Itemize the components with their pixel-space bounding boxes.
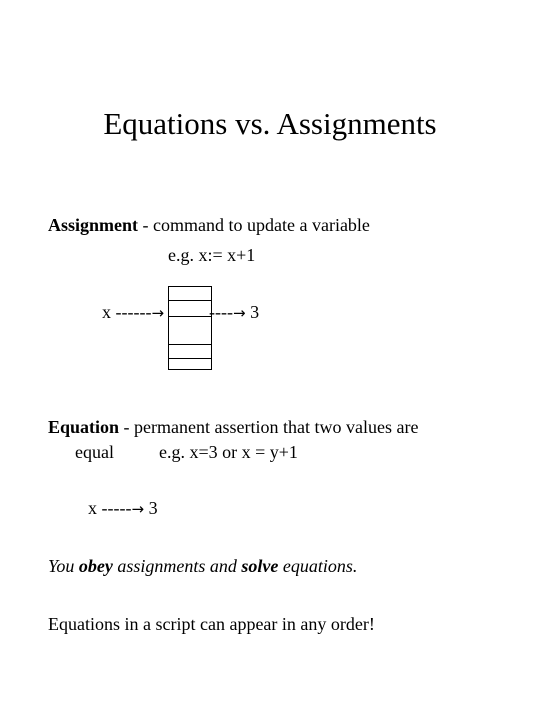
equation-term: Equation	[48, 417, 120, 437]
summary-suffix: equations.	[278, 556, 358, 576]
equation-dashes: -----	[101, 498, 132, 518]
assignment-dashes-left: ------	[115, 302, 152, 322]
memory-cell	[169, 317, 211, 345]
assignment-example: e.g. x:= x+1	[168, 245, 256, 265]
equation-value: 3	[148, 498, 158, 518]
memory-cell	[169, 345, 211, 359]
summary-prefix: You	[48, 556, 79, 576]
summary-line	[48, 555, 357, 577]
assignment-var: x	[102, 302, 111, 322]
right-arrow-icon: →	[151, 304, 165, 322]
equation-definition	[48, 416, 418, 438]
assignment-term: Assignment	[48, 215, 139, 235]
memory-cell	[169, 301, 211, 317]
summary-obey: obey	[78, 556, 113, 576]
right-arrow-icon: →	[131, 500, 145, 518]
summary-middle: assignments and	[112, 556, 242, 576]
closing-line: Equations in a script can appear in any order!	[48, 614, 375, 634]
assignment-left-arrow	[102, 301, 164, 324]
equation-equal-word: equal	[75, 442, 114, 462]
right-arrow-icon: →	[232, 304, 246, 322]
memory-cells	[168, 286, 212, 370]
assignment-value: 3	[250, 302, 260, 322]
memory-cell	[169, 287, 211, 301]
assignment-definition	[48, 214, 370, 236]
page-title: Equations vs. Assignments	[103, 106, 437, 141]
equation-var: x	[88, 498, 97, 518]
summary-solve: solve	[241, 556, 279, 576]
equation-definition-text: - permanent assertion that two values are	[119, 417, 419, 437]
equation-arrow	[88, 497, 158, 520]
memory-cell	[169, 359, 211, 369]
equation-example: e.g. x=3 or x = y+1	[158, 442, 298, 462]
assignment-definition-text: - command to update a variable	[138, 215, 370, 235]
equation-line2	[75, 441, 298, 463]
assignment-right-arrow	[209, 301, 259, 324]
assignment-dashes-right: ----	[209, 302, 233, 322]
